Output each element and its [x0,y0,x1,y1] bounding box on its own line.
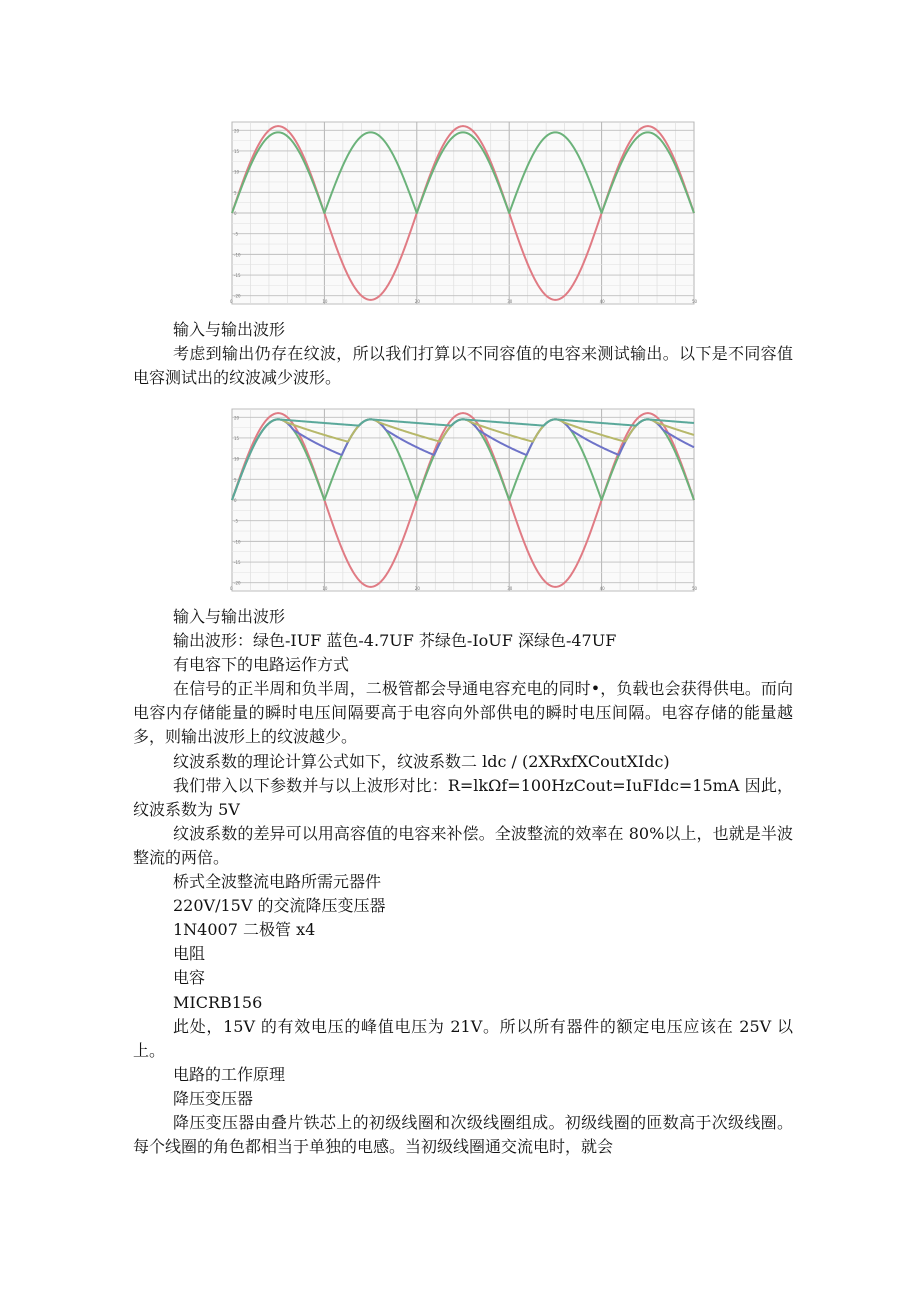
component-micrb156: MICRB156 [173,992,263,1012]
x-tick-label: 10 [322,586,328,591]
x-tick-label: 50 [692,586,698,591]
y-tick-label: 5 [234,477,237,483]
y-tick-label: 5 [234,190,237,196]
x-tick-label: 40 [599,299,605,304]
x-tick-label: 40 [599,586,605,591]
x-tick-label: 20 [414,299,420,304]
x-tick-label: 10 [322,299,328,304]
paragraph-rated-voltage: 此处，15V 的有效电压的峰值电压为 21V。所以所有器件的额定电压应该在 25V 以上。 [133,1016,793,1060]
component-transformer: 220V/15V 的交流降压变压器 [173,896,386,916]
legend-line: 输出波形：绿色-IUF 蓝色-4.7UF 芥绿色-IoUF 深绿色-47UF [173,631,617,651]
waveform-chart-2 [228,405,698,597]
y-tick-label: -5 [234,231,238,237]
heading-capacitor-operation: 有电容下的电路运作方式 [173,655,350,675]
x-tick-label: 20 [414,586,420,591]
caption-input-output-1: 输入与输出波形 [173,320,286,339]
y-tick-label: -20 [234,293,241,299]
y-tick-label: 15 [234,148,240,154]
x-tick-label: 50 [692,299,698,304]
heading-working-principle: 电路的工作原理 [173,1064,286,1084]
paragraph-transformer: 降压变压器由叠片铁芯上的初级线圈和次级线圈组成。初级线圈的匝数高于次级线圈。每个线圈的角色都相当于单独的电感。当初级线圈通交流电时，就会 [133,1112,793,1157]
y-tick-label: -20 [234,580,241,586]
x-tick-label: 30 [507,586,513,591]
y-tick-label: 10 [234,456,240,462]
y-tick-label: 20 [234,128,240,134]
waveform-chart-2-svg [228,405,698,597]
paragraph-ripple-test: 考虑到输出仍存在纹波，所以我们打算以不同容值的电容来测试输出。以下是不同容值电容测试出的纹波减少波形。 [133,344,793,388]
y-tick-label: -15 [234,560,241,566]
waveform-chart-1-svg [228,118,698,310]
paragraph-ripple-formula: 纹波系数的理论计算公式如下，纹波系数二 ldc / (2XRxfXCoutXIdc) [173,751,670,771]
y-tick-label: -10 [234,252,241,258]
y-tick-label: -15 [234,273,241,279]
waveform-chart-1 [228,118,698,310]
text-block-2 [133,605,793,1159]
y-tick-label: 0 [234,498,237,503]
paragraph-charging: 在信号的正半周和负半周，二极管都会导通电容充电的同时•，负载也会获得供电。而向电容内存储能量的瞬时电压间隔要高于电容向外部供电的瞬时电压间隔。电容存储的能量越多，则输出波形上的纹波越少。 [133,679,793,747]
y-tick-label: -5 [234,518,238,524]
paragraph-parameters: 我们带入以下参数并与以上波形对比：R=lkΩf=100HzCout=IuFIdc=15mA 因此，纹波系数为 5V [133,775,793,819]
component-diodes: 1N4007 二极管 x4 [173,920,316,940]
x-tick-label: 0 [230,299,233,304]
y-tick-label: 20 [234,415,240,421]
heading-components: 桥式全波整流电路所需元器件 [173,872,382,892]
y-tick-label: -10 [234,539,241,545]
heading-step-down-transformer: 降压变压器 [173,1088,254,1108]
x-tick-label: 0 [230,586,233,591]
y-tick-label: 10 [234,169,240,175]
paragraph-efficiency: 纹波系数的差异可以用高容值的电容来补偿。全波整流的效率在 80%以上，也就是半波整流的两倍。 [133,823,793,867]
caption-input-output-2: 输入与输出波形 [173,607,286,626]
y-tick-label: 15 [234,435,240,441]
component-resistor: 电阻 [173,944,206,964]
component-capacitor: 电容 [173,968,206,988]
y-tick-label: 0 [234,211,237,216]
text-block-1 [133,318,793,390]
x-tick-label: 30 [507,299,513,304]
